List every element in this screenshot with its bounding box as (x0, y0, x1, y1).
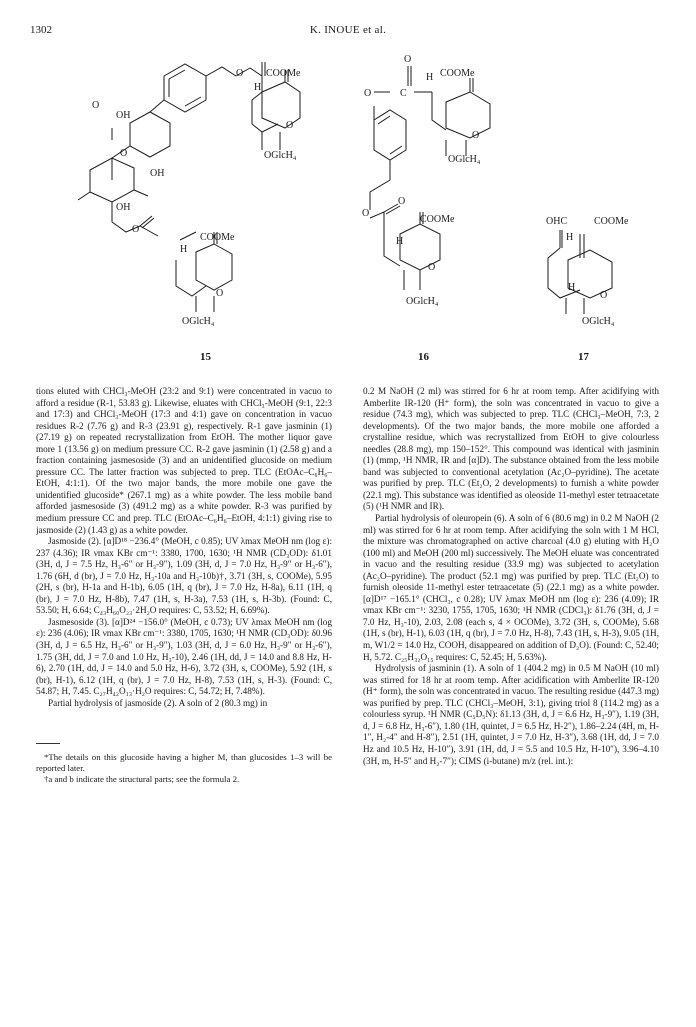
oglc-label: OGlcH₄ (406, 296, 439, 307)
compound-number-17: 17 (578, 351, 589, 363)
oh-label: OH (150, 168, 165, 179)
atom-label: H (180, 244, 188, 255)
compound-number-15: 15 (200, 351, 211, 363)
atom-label: O (398, 196, 406, 207)
paragraph: Partial hydrolysis of oleuropein (6). A soln of 6 (80.6 mg) in 0.2 M NaOH (2 ml) was stirred for 6 hr at room temp. After acidifying the soln with 1 M HCl, the mixture was chromatographed on active charcoal (4.0 g) eluting with H₂O (100 ml) and MeOH (200 ml) successively. The MeOH eluate was concentrated in vacuo and the resulting residue (33.9 mg) was subjected to acetylation (Ac₂O–pyridine). The product (52.1 mg) was purified by prep. TLC (Et₂O) to furnish oleoside 11-methyl ester tetraacetate (5) (22.1 mg) as a white powder. [α]D¹⁷ −165.1° (CHCl₃, c 0.28); UV λmax MeOH nm (log ε): 236 (4.09); IR νmax KBr cm⁻¹: 3230, 1755, 1705, 1630; ¹H NMR (CDCl₃): δ1.76 (3H, d, J = 7.0 Hz, H₃-10), 2.03, 2.08 (each s, 4 × OCOMe), 3.72 (3H, s, COOMe), 5.68 (1H, s (br), H-1), 6.03 (1H, q (br), J = 7.0 Hz, H-8), 7.43 (1H, s, H-3), 9.05 (1H, m, W1/2 = 14.0 Hz, COOH, disappeared on addition of D₂O). (Found: C, 52.40; H, 5.72. C₂₅H₃₂O₁₅ requires: C, 52.45; H, 5.63%). (363, 513, 659, 662)
atom-label: O (600, 290, 608, 301)
atom-label: O (428, 262, 436, 273)
page-header (30, 24, 666, 40)
atom-label: O (92, 100, 100, 111)
left-column (36, 386, 332, 996)
footnote: *The details on this glucoside having a higher M, than glucosides 1–3 will be reported later. (36, 752, 332, 774)
structure-17 (548, 230, 612, 314)
oh-label: OH (116, 202, 131, 213)
compound-number-16: 16 (418, 351, 429, 363)
coome-label: COOMe (200, 232, 235, 243)
structure-15 (78, 62, 300, 312)
oglc-label: OGlcH₄ (264, 150, 297, 161)
atom-label: O (404, 54, 412, 65)
atom-label: C (400, 88, 407, 99)
paragraph: tions eluted with CHCl₃-MeOH (23:2 and 9:1) were concentrated in vacuo to afford a residue (R-1, 53.83 g). Likewise, eluates with CHCl₃-MeOH (9:1, 22:3 and 17:3) and CHCl₃-MeOH (17:3 and 4:1) gave on concentration in vacuo residues R-2 (7.76 g) and R-3 (23.91 g), respectively. R-1 gave jasminin (1) (27.19 g) on repeated recrystallization from EtOH. The mother liquor gave more 1 (13.56 g) on medium pressure CC. R-2 gave jasminin (1) (2.58 g) and a fraction containing jasmesoside (3) and an unidentified glucoside on medium pressure CC. The latter fraction was subjected to prep. TLC (EtOAc–C₆H₆–EtOH, 4:1:1). Of the two major bands, the more mobile one gave the unidentified glucoside* (267.1 mg) as a white powder. The less mobile band afforded jasmesoside (3) (491.2 mg) as a white powder. R-3 was purified by medium pressure CC and prep. TLC (EtOAc–C₆H₆–EtOH, 4:1:1) giving rise to jasmoside (2) (1.43 g) as a white powder. (36, 386, 332, 535)
paragraph: Hydrolysis of jasminin (1). A soln of 1 (404.2 mg) in 0.5 M NaOH (10 ml) was stirred for 18 hr at room temp. After acidification with Amberlite IR-120 (H⁺ form), the soln was concentrated in vacuo. The resulting residue (447.3 mg) was purified by prep. TLC (CHCl₃–MeOH, 3:1), giving triol 8 (114.2 mg) as a colourless syrup. ¹H NMR (C₅D₅N): δ1.13 (3H, d, J = 6.6 Hz, H₃-9″), 1.19 (3H, d, J = 6.8 Hz, H₃-6″), 1.80 (1H, quintet, J = 6.5 Hz, H-2″), 1.86–2.24 (4H, m, H-1″, H₂-4″ and H-8″), 2.51 (1H, quintet, J = 7.0 Hz, H-3″), 3.68 (1H, dd, J = 7.0 Hz and 10.5 Hz, H-10″), 3.91 (1H, dd, J = 5.5 and 10.5 Hz, H-10″), 3.96–4.10 (3H, m, H-5″ and H₂-7″); CIMS (i-butane) m/z (rel. int.): (363, 663, 659, 766)
atom-label: H (426, 72, 434, 83)
atom-label: O (236, 68, 244, 79)
coome-label: COOMe (420, 214, 455, 225)
atom-label: O (216, 288, 224, 299)
oh-label: OH (116, 110, 131, 121)
right-column (363, 386, 659, 996)
coome-label: COOMe (440, 68, 475, 79)
oglc-label: OGlcH₄ (582, 316, 615, 327)
footnote-divider (36, 743, 60, 744)
atom-label: O (286, 120, 294, 131)
footnote: †a and b indicate the structural parts; see the formula 2. (44, 774, 240, 785)
coome-label: COOMe (594, 216, 629, 227)
atom-label: O (132, 224, 140, 235)
atom-label: H (254, 82, 262, 93)
coome-label: COOMe (266, 68, 301, 79)
atom-label: O (362, 208, 370, 219)
paragraph: Partial hydrolysis of jasmoside (2). A soln of 2 (80.3 mg) in (48, 697, 268, 708)
ohc-label: OHC (546, 216, 568, 227)
paragraph: 0.2 M NaOH (2 ml) was stirred for 6 hr at room temp. After acidifying with Amberlite IR-120 (H⁺ form), the soln was concentrated in vacuo to give a residue (74.3 mg), which was subjected to prep. TLC (CHCl₃–MeOH, 7:3, 2 developments). Of the two major bands, the more mobile one afforded a crystalline residue, which was recrystallized from EtOH to give colourless needles (28.8 mg), mp 150–152°. This compound was identical with jasminin (1) (mmp, ¹H NMR, IR and [α]D). The substance obtained from the less mobile band was subjected to conventional acetylation (Ac₂O–pyridine). The acetate was purified by prep. TLC (Et₂O, 2 developments) to furnish a white powder (22.1 mg). This substance was identified as oleoside 11-methyl ester tetraacetate (5) (¹H NMR and IR). (363, 386, 659, 512)
atom-label: H (396, 236, 404, 247)
atom-label: H (568, 282, 576, 293)
atom-label: O (120, 148, 128, 159)
structure-16 (370, 66, 490, 290)
paragraph: Jasmesoside (3). [α]D²⁴ −156.0° (MeOH, c 0.73); UV λmax MeOH nm (log ε): 236 (4.06); IR νmax KBr cm⁻¹: 3380, 1705, 1630; ¹H NMR (CD₃OD): δ0.96 (3H, d, J = 6.5 Hz, H₃-6″ or H₃-9″), 1.03 (3H, d, J = 6.0 Hz, H₃-9″ or H₃-6″), 1.75 (3H, dd, J = 7.0 and 1.0 Hz, H₃-10), 2.46 (1H, dd, J = 14.0 and 8.8 Hz, H-6), 2.70 (1H, dd, J = 14.0 and 5.0 Hz, H-6), 3.72 (3H, s, COOMe), 5.92 (1H, s (br), H-1), 6.12 (1H, q (br), J = 7.0 Hz, H-8), 7.53 (1H, s, H-3). (Found: C, 54.87; H, 7.45. C₂₇H₄₂O₁₃·H₂O requires: C, 54.72; H, 7.48%). (36, 616, 332, 697)
page-number: 1302 (30, 24, 52, 36)
atom-label: H (566, 232, 574, 243)
atom-label: O (364, 88, 372, 99)
structure-scheme (0, 40, 696, 370)
paragraph: Jasmoside (2). [α]D¹⁸ −236.4° (MeOH, c 0.85); UV λmax MeOH nm (log ε): 237 (4.36); IR νmax KBr cm⁻¹: 3380, 1700, 1630; ¹H NMR (CD₃OD): δ1.01 (3H, d, J = 7.5 Hz, H₃-6″ or H₃-9″), 1.09 (3H, d, J = 7.0 Hz, H₃-9″ or H₃-6″), 1.76 (6H, d (br), J = 7.0 Hz, H₃-10a and H₃-10b)†, 3.71 (3H, s, COOMe), 5.95 (2H, s (br), H-1a and H-1b), 6.05 (1H, q (br), J = 7.0 Hz, H-8a), 6.11 (1H, q (br), J = 7.0 Hz, H-8b), 7.47 (1H, s, H-3a), 7.53 (1H, s, H-3b). (Found: C, 53.50; H, 6.64; C₄₃H₆₀O₂₃·2H₂O requires: C, 53.52; H, 6.69%). (36, 536, 332, 616)
atom-label: O (472, 130, 480, 141)
oglc-label: OGlcH₄ (448, 154, 481, 165)
running-head: K. INOUE et al. (309, 24, 387, 36)
oglc-label: OGlcH₄ (182, 316, 215, 327)
